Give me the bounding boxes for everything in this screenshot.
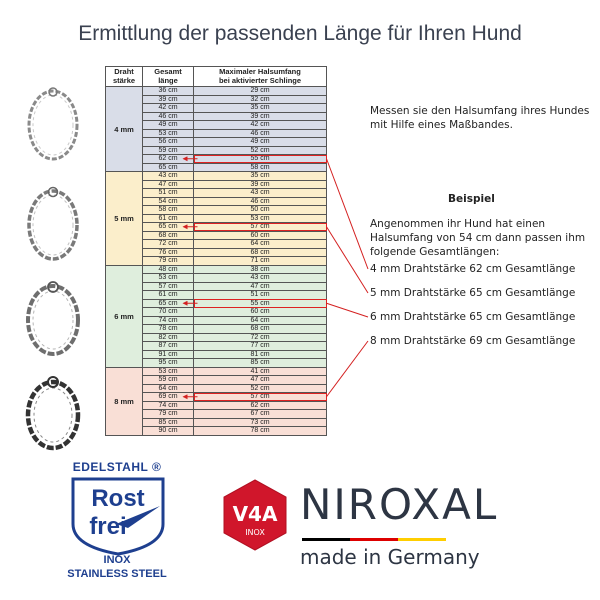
arrow-to-result: [327, 159, 369, 269]
neck-size-cell: 85 cm: [194, 359, 327, 368]
neck-size-cell: 60 cm: [194, 308, 327, 317]
total-length-cell: 59 cm: [143, 146, 194, 155]
example-title: Beispiel: [448, 193, 495, 205]
arrow-to-result: [327, 303, 369, 317]
flag-stripe-gold: [398, 538, 446, 541]
total-length-cell: 85 cm: [143, 418, 194, 427]
total-length-cell: 36 cm: [143, 87, 194, 96]
neck-size-cell: 68 cm: [194, 325, 327, 334]
rostfrei-word-1: Rost: [91, 485, 145, 512]
neck-size-cell: 58 cm: [194, 163, 327, 172]
neck-size-cell: 81 cm: [194, 350, 327, 359]
total-length-cell: 42 cm: [143, 104, 194, 113]
total-length-cell: 91 cm: [143, 350, 194, 359]
neck-size-cell: 51 cm: [194, 291, 327, 300]
made-in-germany: made in Germany: [300, 545, 480, 569]
total-length-cell: 74 cm: [143, 316, 194, 325]
neck-size-cell: 57 cm: [194, 393, 327, 402]
total-length-cell: 47 cm: [143, 180, 194, 189]
rostfrei-top-text: EDELSTAHL ®: [72, 460, 162, 474]
total-length-cell: 74 cm: [143, 401, 194, 410]
total-length-cell: 76 cm: [143, 248, 194, 257]
header-wire-thickness: Draht stärke: [106, 67, 143, 87]
total-length-cell: 95 cm: [143, 359, 194, 368]
neck-size-cell: 50 cm: [194, 206, 327, 215]
total-length-cell: 53 cm: [143, 367, 194, 376]
total-length-cell: 43 cm: [143, 172, 194, 181]
neck-size-cell: 39 cm: [194, 112, 327, 121]
neck-size-cell: 57 cm: [194, 223, 327, 232]
total-length-cell: 78 cm: [143, 325, 194, 334]
neck-size-cell: 67 cm: [194, 410, 327, 419]
rostfrei-stainless: STAINLESS STEEL: [67, 568, 167, 580]
niroxal-logo: NIROXAL: [300, 480, 499, 529]
wire-thickness-cell: 4 mm: [106, 87, 143, 172]
total-length-cell: 69 cm: [143, 393, 194, 402]
neck-size-cell: 73 cm: [194, 418, 327, 427]
neck-size-cell: 35 cm: [194, 172, 327, 181]
neck-size-cell: 55 cm: [194, 299, 327, 308]
total-length-cell: 61 cm: [143, 214, 194, 223]
result-line: 6 mm Drahtstärke 65 cm Gesamtlänge: [370, 311, 576, 323]
neck-size-cell: 39 cm: [194, 180, 327, 189]
total-length-cell: 51 cm: [143, 189, 194, 198]
total-length-cell: 64 cm: [143, 384, 194, 393]
neck-size-cell: 43 cm: [194, 189, 327, 198]
total-length-cell: 62 cm: [143, 155, 194, 164]
neck-size-cell: 52 cm: [194, 384, 327, 393]
neck-size-cell: 43 cm: [194, 274, 327, 283]
neck-size-cell: 46 cm: [194, 129, 327, 138]
neck-size-cell: 52 cm: [194, 146, 327, 155]
total-length-cell: 79 cm: [143, 257, 194, 266]
wire-thickness-cell: 6 mm: [106, 265, 143, 367]
total-length-cell: 59 cm: [143, 376, 194, 385]
total-length-cell: 72 cm: [143, 240, 194, 249]
total-length-cell: 65 cm: [143, 163, 194, 172]
v4a-badge: [220, 478, 290, 552]
example-text: Angenommen ihr Hund hat einen Halsumfang von 54 cm dann passen ihm folgende Gesamtlängen:: [370, 218, 586, 258]
page-title: Ermittlung der passenden Länge für Ihren Hund: [78, 22, 522, 45]
total-length-cell: 57 cm: [143, 282, 194, 291]
rostfrei-inox: INOX: [103, 554, 131, 566]
total-length-cell: 53 cm: [143, 129, 194, 138]
neck-size-cell: 53 cm: [194, 214, 327, 223]
total-length-cell: 49 cm: [143, 121, 194, 130]
neck-size-cell: 62 cm: [194, 401, 327, 410]
neck-size-cell: 71 cm: [194, 257, 327, 266]
total-length-cell: 46 cm: [143, 112, 194, 121]
arrow-to-result: [327, 227, 369, 293]
neck-size-cell: 41 cm: [194, 367, 327, 376]
neck-size-cell: 72 cm: [194, 333, 327, 342]
total-length-cell: 48 cm: [143, 265, 194, 274]
neck-size-cell: 78 cm: [194, 427, 327, 436]
total-length-cell: 56 cm: [143, 138, 194, 147]
total-length-cell: 70 cm: [143, 308, 194, 317]
neck-size-cell: 64 cm: [194, 316, 327, 325]
wire-thickness-cell: 8 mm: [106, 367, 143, 435]
neck-size-cell: 49 cm: [194, 138, 327, 147]
total-length-cell: 53 cm: [143, 274, 194, 283]
total-length-cell: 65 cm: [143, 299, 194, 308]
total-length-cell: 39 cm: [143, 95, 194, 104]
neck-size-cell: 77 cm: [194, 342, 327, 351]
header-total-length: Gesamt länge: [143, 67, 194, 87]
flag-stripe-black: [302, 538, 350, 541]
neck-size-cell: 46 cm: [194, 197, 327, 206]
arrow-to-result: [327, 341, 369, 397]
total-length-cell: 61 cm: [143, 291, 194, 300]
total-length-cell: 90 cm: [143, 427, 194, 436]
result-line: 8 mm Drahtstärke 69 cm Gesamtlänge: [370, 335, 576, 347]
total-length-cell: 68 cm: [143, 231, 194, 240]
neck-size-cell: 29 cm: [194, 87, 327, 96]
total-length-cell: 58 cm: [143, 206, 194, 215]
total-length-cell: 79 cm: [143, 410, 194, 419]
flag-stripe-red: [350, 538, 398, 541]
total-length-cell: 87 cm: [143, 342, 194, 351]
neck-size-cell: 55 cm: [194, 155, 327, 164]
result-line: 4 mm Drahtstärke 62 cm Gesamtlänge: [370, 263, 576, 275]
neck-size-cell: 47 cm: [194, 282, 327, 291]
svg-text:INOX: INOX: [245, 528, 265, 537]
total-length-cell: 82 cm: [143, 333, 194, 342]
rostfrei-word-2: frei: [89, 513, 127, 540]
neck-size-cell: 42 cm: [194, 121, 327, 130]
neck-size-cell: 32 cm: [194, 95, 327, 104]
neck-size-cell: 38 cm: [194, 265, 327, 274]
wire-thickness-cell: 5 mm: [106, 172, 143, 266]
result-line: 5 mm Drahtstärke 65 cm Gesamtlänge: [370, 287, 576, 299]
neck-size-cell: 47 cm: [194, 376, 327, 385]
instruction-text: Messen sie den Halsumfang ihres Hundes mit Hilfe eines Maßbandes.: [370, 105, 590, 131]
neck-size-cell: 64 cm: [194, 240, 327, 249]
neck-size-cell: 68 cm: [194, 248, 327, 257]
total-length-cell: 65 cm: [143, 223, 194, 232]
neck-size-cell: 60 cm: [194, 231, 327, 240]
neck-size-cell: 35 cm: [194, 104, 327, 113]
svg-text:V4A: V4A: [232, 502, 278, 526]
total-length-cell: 54 cm: [143, 197, 194, 206]
header-max-neck: Maximaler Halsumfang bei aktivierter Schlinge: [194, 67, 327, 87]
